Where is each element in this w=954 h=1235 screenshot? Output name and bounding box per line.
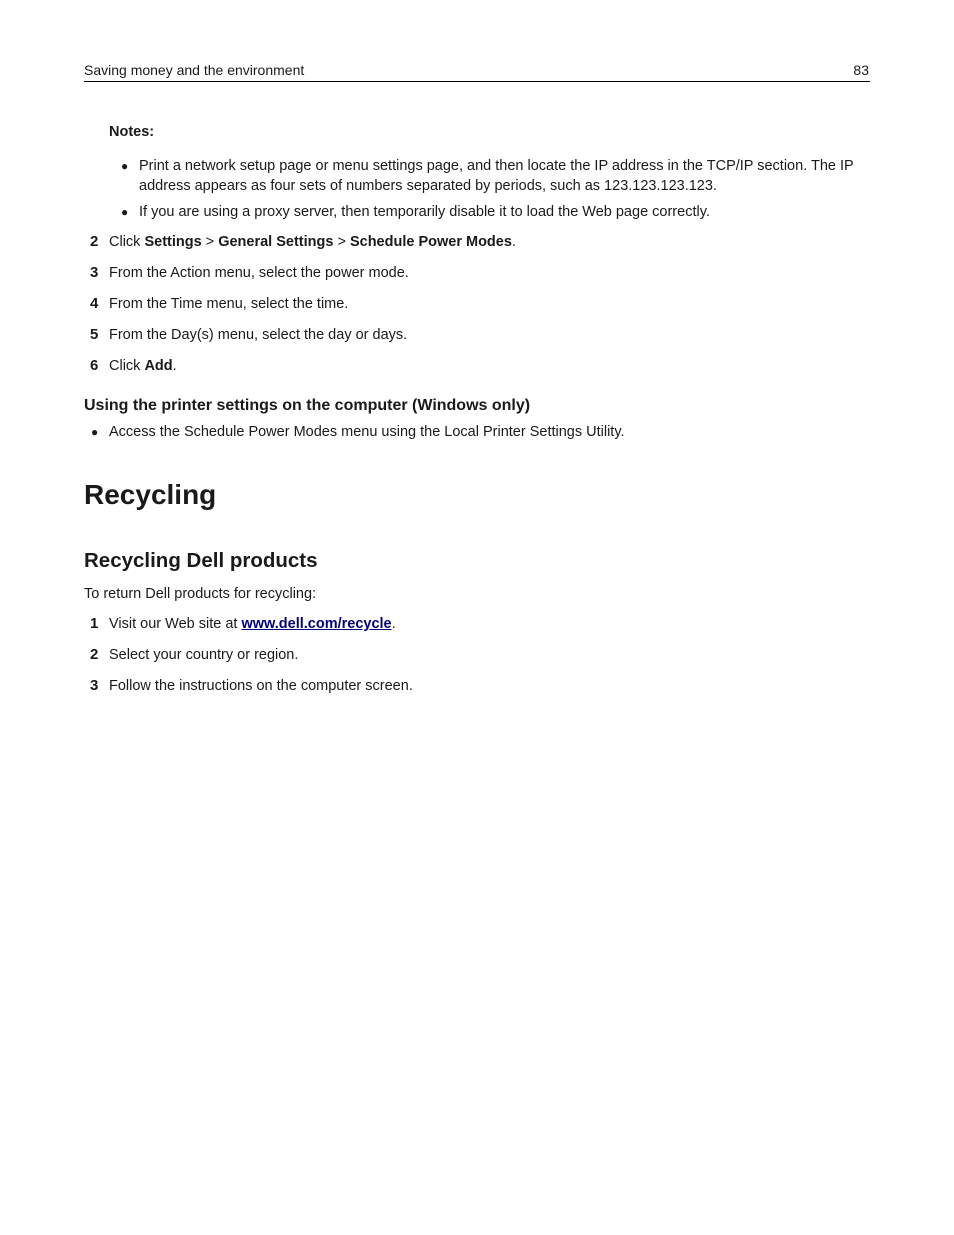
menu-general-settings: General Settings — [218, 234, 334, 250]
header-section-title: Saving money and the environment — [84, 62, 305, 78]
bullet-icon: ● — [121, 205, 129, 219]
recycling-intro: To return Dell products for recycling: — [84, 586, 317, 602]
dell-recycle-link[interactable]: www.dell.com/recycle — [241, 616, 392, 632]
step-text: From the Day(s) menu, select the day or days. — [109, 327, 408, 343]
menu-settings: Settings — [144, 234, 202, 250]
step-number: 2 — [90, 646, 99, 663]
chapter-title: Recycling — [84, 479, 217, 510]
step-text: Follow the instructions on the computer screen. — [109, 678, 413, 694]
step-number: 2 — [90, 233, 99, 250]
step-number: 5 — [90, 326, 99, 343]
section-heading-windows: Using the printer settings on the computer (Windows only) — [84, 397, 531, 414]
step-number: 4 — [90, 295, 99, 312]
notes-label: Notes: — [109, 124, 155, 140]
note-item: Print a network setup page or menu settings page, and then locate the IP address in the TCP/IP section. The IP address appears as four sets of numbers separated by periods, such as 123.123.123.123. — [139, 158, 854, 194]
step-text: From the Action menu, select the power mode. — [109, 265, 409, 281]
step-number: 3 — [90, 677, 99, 694]
bullet-icon: ● — [121, 159, 129, 173]
page-header — [84, 60, 870, 82]
menu-schedule-power-modes: Schedule Power Modes — [349, 234, 512, 250]
note-item: If you are using a proxy server, then temporarily disable it to load the Web page correctly. — [139, 204, 710, 220]
step-text: Select your country or region. — [109, 647, 299, 663]
button-add: Add — [144, 358, 173, 374]
step-text: From the Time menu, select the time. — [109, 296, 349, 312]
step-number: 6 — [90, 357, 99, 374]
section-title: Recycling Dell products — [84, 549, 318, 572]
bullet-icon: ● — [91, 425, 99, 439]
step-number: 3 — [90, 264, 99, 281]
header-page-number: 83 — [853, 62, 869, 78]
step-number: 1 — [90, 615, 99, 632]
step-text: Visit our Web site at www.dell.com/recycle. — [109, 616, 396, 632]
step-text: Click Settings > General Settings > Schedule Power Modes. — [109, 234, 516, 250]
step-text: Click Add. — [109, 358, 177, 374]
windows-bullet-text: Access the Schedule Power Modes menu using the Local Printer Settings Utility. — [109, 424, 625, 440]
